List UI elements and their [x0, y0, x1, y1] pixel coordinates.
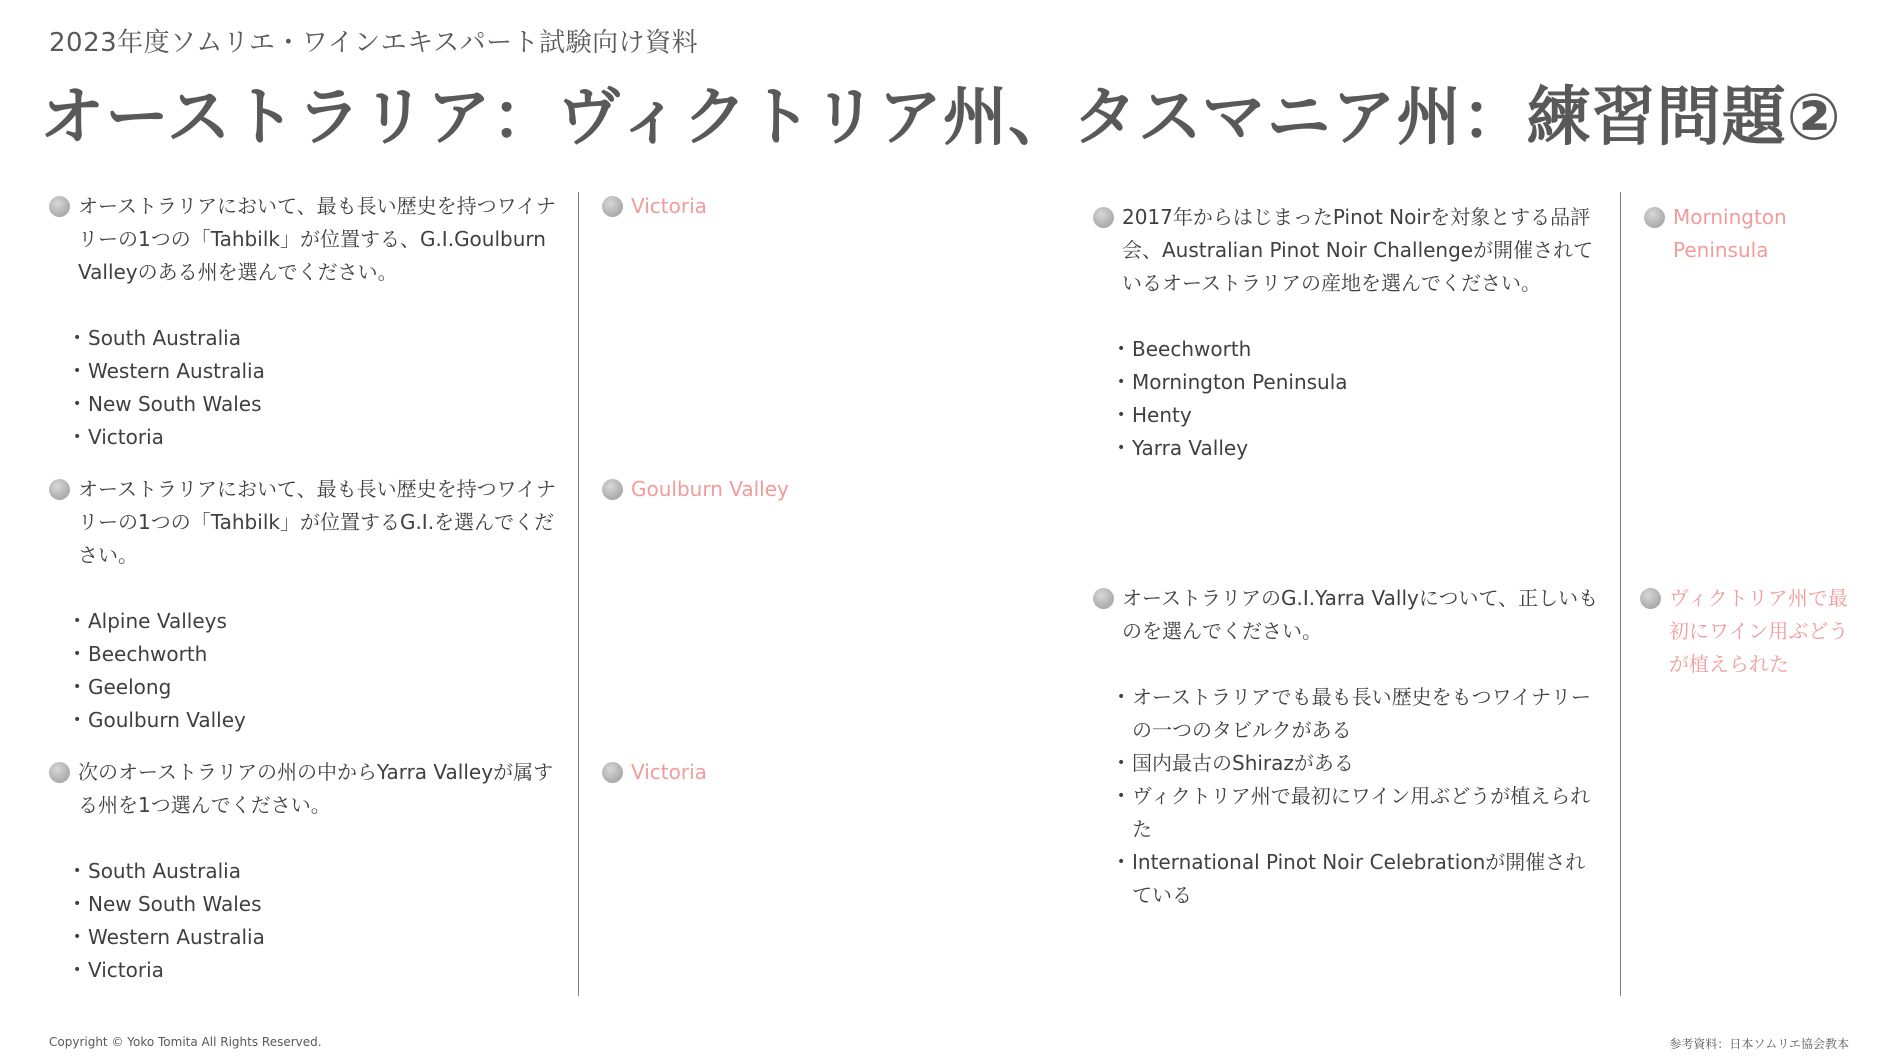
page-title: オーストラリア：ヴィクトリア州、タスマニア州：練習問題②	[40, 81, 1842, 155]
answer-block	[602, 190, 862, 223]
answer-bullet-icon	[602, 762, 623, 783]
option-item: • オーストラリアでも最も長い歴史をもつワイナリーの一つのタビルクがある	[1117, 681, 1603, 747]
option-item: • Yarra Valley	[1117, 432, 1603, 465]
option-item: • New South Wales	[73, 388, 569, 421]
option-item: • 国内最古のShirazがある	[1117, 747, 1603, 780]
question-block	[49, 190, 569, 454]
answer-text: Victoria	[631, 194, 707, 218]
reference-note: 参考資料：日本ソムリエ協会教本	[1669, 1037, 1849, 1051]
copyright-notice: Copyright © Yoko Tomita All Rights Reserved.	[49, 1035, 322, 1049]
question-block	[1093, 582, 1603, 912]
option-item: • South Australia	[73, 855, 569, 888]
question-bullet-icon	[49, 196, 70, 217]
question-text: オーストラリアにおいて、最も長い歴史を持つワイナリーの1つの「Tahbilk」が位置する、G.I.Goulburn Valleyのある州を選んでください。	[78, 194, 556, 284]
option-item: • South Australia	[73, 322, 569, 355]
question-block	[49, 756, 569, 987]
column-divider-left	[578, 192, 579, 996]
question-block	[49, 473, 569, 737]
question-bullet-icon	[49, 479, 70, 500]
answer-block	[602, 756, 862, 789]
option-list	[49, 322, 569, 454]
question-block	[1093, 201, 1603, 465]
option-list	[1093, 681, 1603, 912]
option-item: • Beechworth	[1117, 333, 1603, 366]
answer-text: Mornington Peninsula	[1673, 205, 1787, 262]
question-text: オーストラリアにおいて、最も長い歴史を持つワイナリーの1つの「Tahbilk」が位置するG.I.を選んでください。	[78, 477, 556, 567]
column-divider-right	[1620, 192, 1621, 996]
answer-block	[1644, 201, 1854, 267]
option-item: • Geelong	[73, 671, 569, 704]
answer-bullet-icon	[1640, 588, 1661, 609]
question-bullet-icon	[1093, 588, 1114, 609]
answer-block	[602, 473, 862, 506]
option-item: • ヴィクトリア州で最初にワイン用ぶどうが植えられた	[1117, 780, 1603, 846]
option-list	[49, 605, 569, 737]
option-item: • Western Australia	[73, 921, 569, 954]
question-text-row	[49, 190, 569, 289]
option-item: • Victoria	[73, 954, 569, 987]
question-text-row	[49, 473, 569, 572]
answer-bullet-icon	[602, 479, 623, 500]
option-item: • Mornington Peninsula	[1117, 366, 1603, 399]
answer-text: Victoria	[631, 760, 707, 784]
option-item: • Goulburn Valley	[73, 704, 569, 737]
option-list	[49, 855, 569, 987]
question-text: 次のオーストラリアの州の中からYarra Valleyが属する州を1つ選んでください。	[78, 760, 554, 817]
question-bullet-icon	[1093, 207, 1114, 228]
option-item: • New South Wales	[73, 888, 569, 921]
question-text-row	[1093, 582, 1603, 648]
answer-text: ヴィクトリア州で最初にワイン用ぶどうが植えられた	[1669, 586, 1849, 676]
option-item: • Western Australia	[73, 355, 569, 388]
question-bullet-icon	[49, 762, 70, 783]
option-item: • Alpine Valleys	[73, 605, 569, 638]
question-text: 2017年からはじまったPinot Noirを対象とする品評会、Australian Pinot Noir Challengeが開催されているオーストラリアの産地を選んでください。	[1122, 205, 1594, 295]
option-list	[1093, 333, 1603, 465]
option-item: • Victoria	[73, 421, 569, 454]
deck-subtitle: 2023年度ソムリエ・ワインエキスパート試験向け資料	[49, 28, 699, 58]
option-item: • International Pinot Noir Celebrationが開催されている	[1117, 846, 1603, 912]
question-text: オーストラリアのG.I.Yarra Vallyについて、正しいものを選んでください。	[1122, 586, 1599, 643]
answer-block	[1640, 582, 1850, 681]
answer-bullet-icon	[602, 196, 623, 217]
answer-bullet-icon	[1644, 207, 1665, 228]
option-item: • Henty	[1117, 399, 1603, 432]
option-item: • Beechworth	[73, 638, 569, 671]
question-text-row	[49, 756, 569, 822]
answer-text: Goulburn Valley	[631, 477, 789, 501]
question-text-row	[1093, 201, 1603, 300]
